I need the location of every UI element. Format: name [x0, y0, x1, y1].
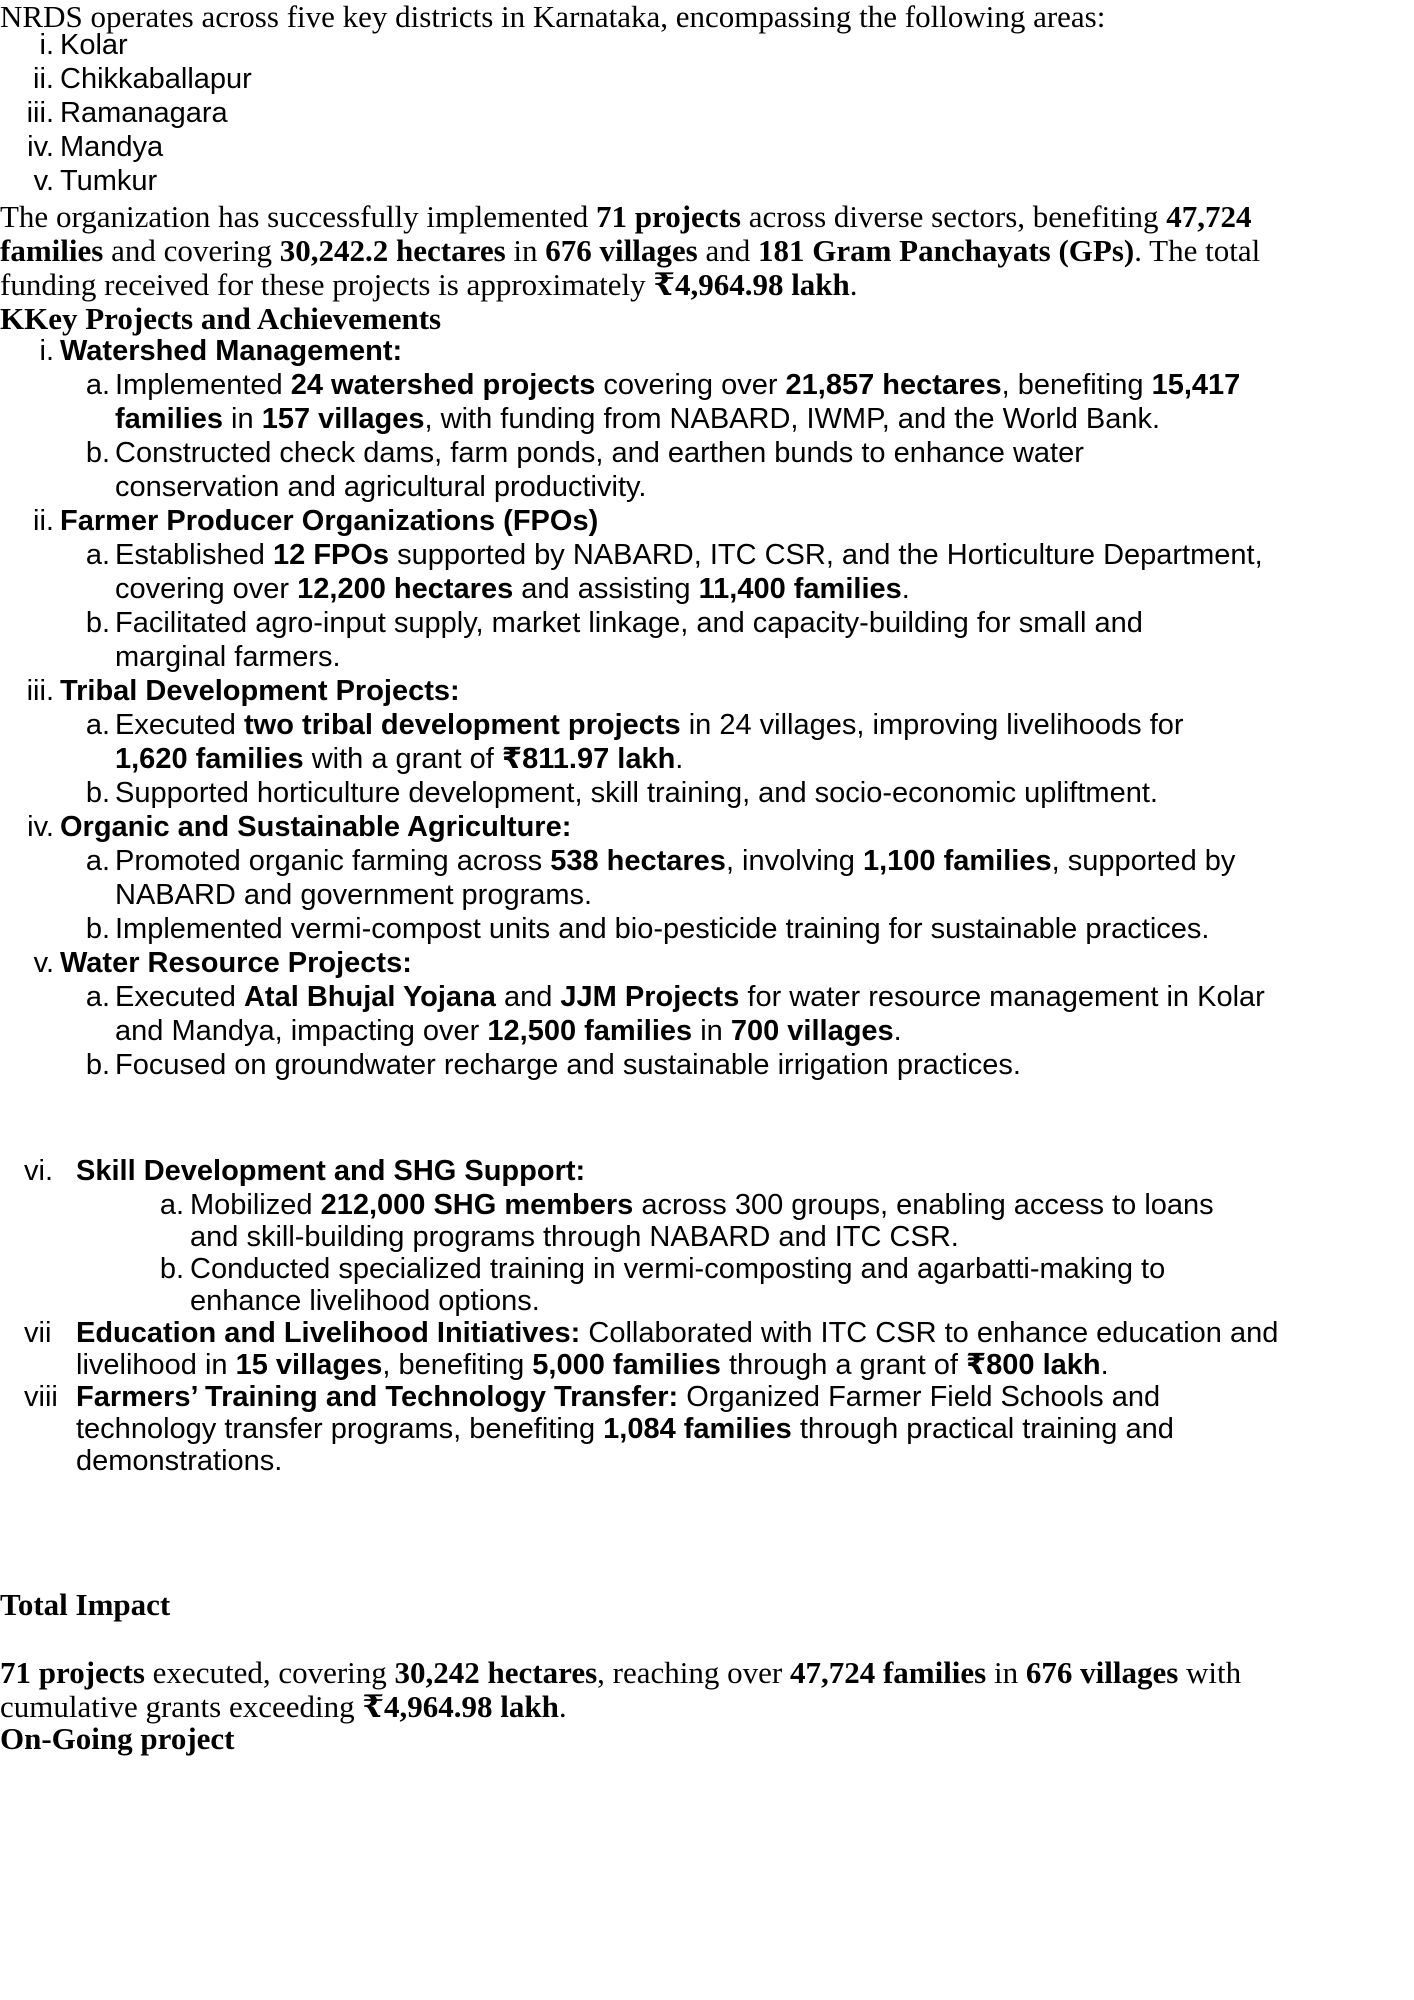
section-title: Water Resource Projects: [60, 947, 412, 979]
section-num: i. [39, 335, 54, 367]
item-text: Focused on groundwater recharge and sustainable irrigation practices. [115, 1049, 1021, 1081]
item-text: Executed Atal Bhujal Yojana and JJM Projects for water resource management in Kolar [115, 981, 1265, 1013]
district-name: Ramanagara [60, 97, 228, 129]
item-text: Constructed check dams, farm ponds, and earthen bunds to enhance water [115, 437, 1084, 469]
district-name: Tumkur [60, 165, 158, 197]
section-text: livelihood in 15 villages, benefiting 5,000 families through a grant of ₹800 lakh. [76, 1349, 1109, 1381]
district-num: i. [39, 29, 54, 61]
section-text: demonstrations. [76, 1445, 283, 1477]
item-text: Implemented 24 watershed projects covering over 21,857 hectares, benefiting 15,417 [115, 369, 1241, 401]
total-impact-line: 71 projects executed, covering 30,242 hectares, reaching over 47,724 families in 676 villages with [0, 1655, 1242, 1690]
intro-text: NRDS operates across five key districts in Karnataka, encompassing the following areas: [0, 0, 1106, 34]
item-text: Established 12 FPOs supported by NABARD, ITC CSR, and the Horticulture Department, [115, 539, 1263, 571]
section-num: iii. [26, 675, 54, 707]
item-text: families in 157 villages, with funding from NABARD, IWMP, and the World Bank. [115, 403, 1161, 435]
total-impact-heading: Total Impact [0, 1587, 171, 1622]
section-num: v. [33, 947, 54, 979]
item-text: and skill-building programs through NABARD and ITC CSR. [190, 1221, 959, 1253]
item-text: NABARD and government programs. [115, 879, 593, 911]
section-num: iv. [27, 811, 54, 843]
section-text: Farmers’ Training and Technology Transfer: Organized Farmer Field Schools and [76, 1381, 1161, 1413]
item-text: Executed two tribal development projects in 24 villages, improving livelihoods for [115, 709, 1184, 741]
section-title: Organic and Sustainable Agriculture: [60, 811, 572, 843]
item-letter: b. [85, 777, 110, 809]
item-letter: a. [85, 709, 110, 741]
item-letter: b. [85, 913, 110, 945]
section-num: vii [24, 1317, 52, 1349]
district-num: ii. [33, 63, 54, 95]
item-text: Promoted organic farming across 538 hectares, involving 1,100 families, supported by [115, 845, 1236, 877]
total-impact-line: cumulative grants exceeding ₹4,964.98 lakh. [0, 1689, 567, 1724]
item-letter: b. [85, 1049, 110, 1081]
district-num: iii. [26, 97, 54, 129]
item-text: covering over 12,200 hectares and assisting 11,400 families. [115, 573, 910, 605]
section-num: vi. [24, 1155, 53, 1187]
section-title: Watershed Management: [60, 335, 403, 367]
district-num: v. [33, 165, 54, 197]
item-text: enhance livelihood options. [190, 1285, 540, 1317]
summary-line: The organization has successfully implemented 71 projects across diverse sectors, benefiting 47,724 [0, 199, 1252, 234]
section-title: Tribal Development Projects: [60, 675, 460, 707]
district-name: Chikkaballapur [60, 63, 252, 95]
item-letter: a. [85, 539, 110, 571]
section-title: Skill Development and SHG Support: [76, 1155, 586, 1187]
item-text: Supported horticulture development, skill training, and socio-economic upliftment. [115, 777, 1158, 809]
item-text: marginal farmers. [115, 641, 341, 673]
item-letter: b. [159, 1253, 184, 1285]
item-text: 1,620 families with a grant of ₹811.97 lakh. [115, 743, 684, 775]
item-text: Mobilized 212,000 SHG members across 300 groups, enabling access to loans [190, 1189, 1214, 1221]
item-text: conservation and agricultural productivity. [115, 471, 647, 503]
item-letter: a. [85, 845, 110, 877]
summary-line: funding received for these projects is approximately ₹4,964.98 lakh. [0, 267, 858, 302]
item-text: Facilitated agro-input supply, market linkage, and capacity-building for small and [115, 607, 1143, 639]
section-num: viii [24, 1381, 58, 1413]
ongoing-heading: On-Going project [0, 1721, 235, 1756]
item-text: and Mandya, impacting over 12,500 families in 700 villages. [115, 1015, 902, 1047]
summary-line: families and covering 30,242.2 hectares in 676 villages and 181 Gram Panchayats (GPs). The total [0, 233, 1261, 268]
item-letter: a. [85, 369, 110, 401]
item-text: Conducted specialized training in vermi-composting and agarbatti-making to [190, 1253, 1166, 1285]
item-letter: a. [85, 981, 110, 1013]
district-name: Kolar [60, 29, 128, 61]
section-num: ii. [33, 505, 54, 537]
district-name: Mandya [60, 131, 164, 163]
item-letter: b. [85, 607, 110, 639]
section-text: technology transfer programs, benefiting 1,084 families through practical training and [76, 1413, 1174, 1445]
district-num: iv. [27, 131, 54, 163]
item-letter: b. [85, 437, 110, 469]
section-title: Farmer Producer Organizations (FPOs) [60, 505, 599, 537]
item-text: Implemented vermi-compost units and bio-pesticide training for sustainable practices. [115, 913, 1210, 945]
section-text: Education and Livelihood Initiatives: Collaborated with ITC CSR to enhance education and [76, 1317, 1279, 1349]
item-letter: a. [159, 1189, 184, 1221]
key-projects-heading: KKey Projects and Achievements [0, 301, 442, 336]
